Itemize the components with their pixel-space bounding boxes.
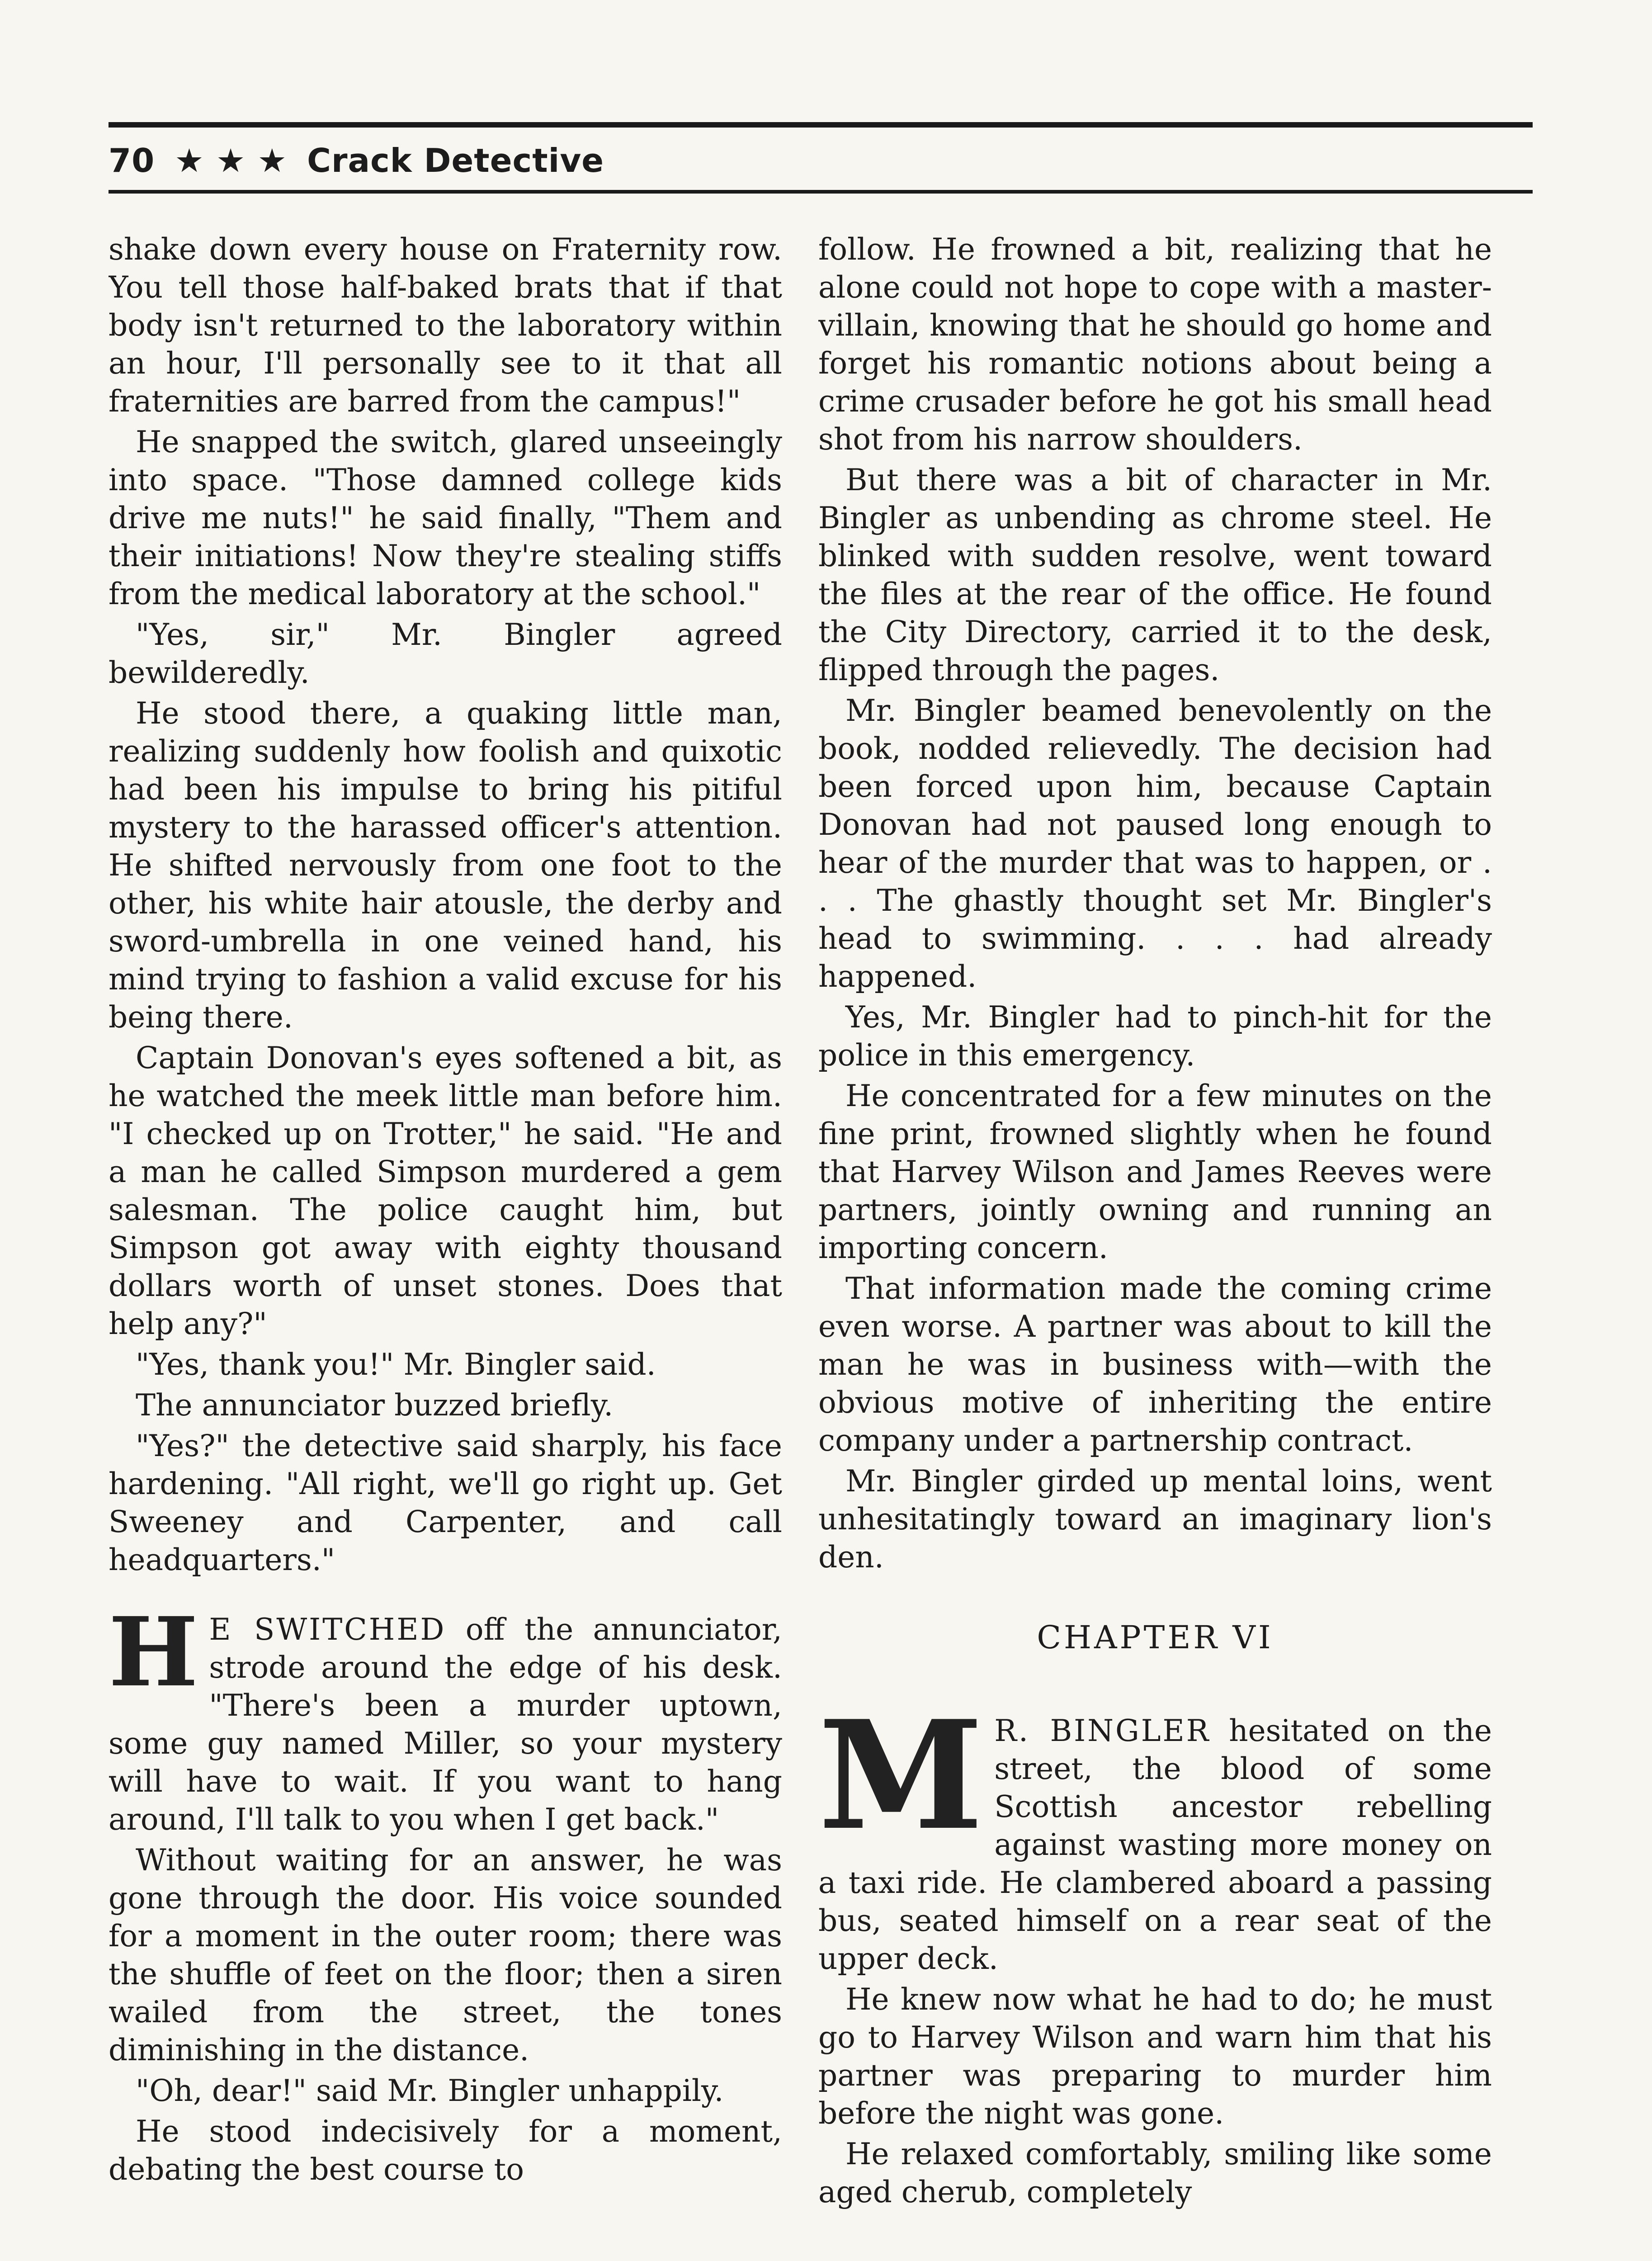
paragraph: But there was a bit of character in Mr. Bingler as unbending as chrome steel. He blinked with sudden resolve, went toward the files at the rear of the office. He found the City Directory, carried it to the desk, flipped through the pages. — [818, 463, 1492, 687]
paragraph: He snapped the switch, glared unseeingly into space. "Those damned college kids drive me nuts!" he said finally, "Them and their initiations! Now they're stealing stiffs from the medical laboratory at the school." — [109, 425, 782, 611]
paragraph: The annunciator buzzed briefly. — [136, 1388, 614, 1423]
page-header — [109, 122, 1533, 199]
paragraph: "Yes, thank you!" Mr. Bingler said. — [136, 1347, 656, 1382]
paragraph: That information made the coming crime even worse. A partner was about to kill the man he was in business with—with the obvious motive of inheriting the entire company under a partnership contract. — [818, 1271, 1492, 1458]
drop-cap: H — [109, 1596, 198, 1708]
paragraph: He relaxed comfortably, smiling like some aged cherub, completely — [818, 2137, 1492, 2209]
paragraph: Without waiting for an answer, he was gone through the door. His voice sounded for a moment in the outer room; there was the shuffle of feet on the floor; then a siren wailed from the street, the tones diminishing in the distance. — [109, 1843, 782, 2067]
left-column — [109, 231, 782, 2261]
paragraph-text: off the annunciator, strode around the edge of his desk. "There's been a murder uptown, some guy named Miller, so your mystery will have to wait. If you want to hang around, I'll talk to you when I get back." — [109, 1612, 782, 1837]
paragraph: Mr. Bingler beamed benevolently on the book, nodded relievedly. The decision had been forced upon him, because Captain Donovan had not paused long enough to hear of the murder that was to happen, or . . . The ghastly thought set Mr. Bingler's head to swimming. . . . had already happened. — [818, 693, 1492, 994]
running-head — [109, 138, 604, 183]
paragraph: "Yes?" the detective said sharply, his face hardening. "All right, we'll go right up. Get Sweeney and Carpenter, and call headquarters." — [109, 1428, 782, 1577]
paragraph: follow. He frowned a bit, realizing that he alone could not hope to cope with a master-villain, knowing that he should go home and forget his romantic notions about being a crime crusader before he got his small head shot from his narrow shoulders. — [818, 232, 1492, 457]
paragraph: He knew now what he had to do; he must go to Harvey Wilson and warn him that his partner was preparing to murder him before the night was gone. — [818, 1982, 1492, 2131]
paragraph: "Yes, sir," Mr. Bingler agreed bewilderedly. — [109, 617, 782, 690]
paragraph-text: hesitated on the street, the blood of some Scottish ancestor rebelling against wasting more money on a taxi ride. He clambered aboard a passing bus, seated himself on a rear seat of the upper deck. — [818, 1713, 1492, 1976]
lead-in-caps: R. BINGLER — [994, 1713, 1211, 1748]
paragraph: He stood indecisively for a moment, debating the best course to — [109, 2114, 782, 2187]
page-number: 70 — [109, 142, 155, 180]
drop-cap: M — [818, 1688, 984, 1863]
paragraph: Captain Donovan's eyes softened a bit, as he watched the meek little man before him. "I checked up on Trotter," he said. "He and a man he called Simpson murdered a gem salesman. The police caught him, but Simpson got away with eighty thousand dollars worth of unset stones. Does that help any?" — [109, 1041, 782, 1341]
section-opening-paragraph — [109, 1596, 782, 1839]
header-top-rule — [109, 122, 1533, 128]
chapter-heading: CHAPTER VI — [1037, 1619, 1274, 1656]
paragraph: Mr. Bingler girded up mental loins, went unhesitatingly toward an imaginary lion's den. — [818, 1464, 1492, 1575]
paragraph: He concentrated for a few minutes on the fine print, frowned slightly when he found that Harvey Wilson and James Reeves were partners, jointly owning and running an importing concern. — [818, 1078, 1492, 1265]
magazine-title: Crack Detective — [307, 142, 604, 180]
right-column — [818, 231, 1492, 2261]
chapter-opening-paragraph — [818, 1688, 1492, 1978]
paragraph: "Oh, dear!" said Mr. Bingler unhappily. — [136, 2073, 724, 2108]
header-bottom-rule — [109, 190, 1533, 194]
paragraph: shake down every house on Fraternity row. You tell those half-baked brats that if that body isn't returned to the laboratory within an hour, I'll personally see to it that all fraternities are barred from the campus!" — [109, 232, 782, 419]
paragraph: Yes, Mr. Bingler had to pinch-hit for the police in this emergency. — [818, 1000, 1492, 1073]
lead-in-caps: E SWITCHED — [209, 1612, 446, 1647]
star-ornaments: ★ ★ ★ — [175, 142, 288, 180]
paragraph: He stood there, a quaking little man, realizing suddenly how foolish and quixotic had been his impulse to bring his pitiful mystery to the harassed officer's attention. He shifted nervously from one foot to the other, his white hair atousle, the derby and sword-umbrella in one veined hand, his mind trying to fashion a valid excuse for his being there. — [109, 696, 782, 1035]
